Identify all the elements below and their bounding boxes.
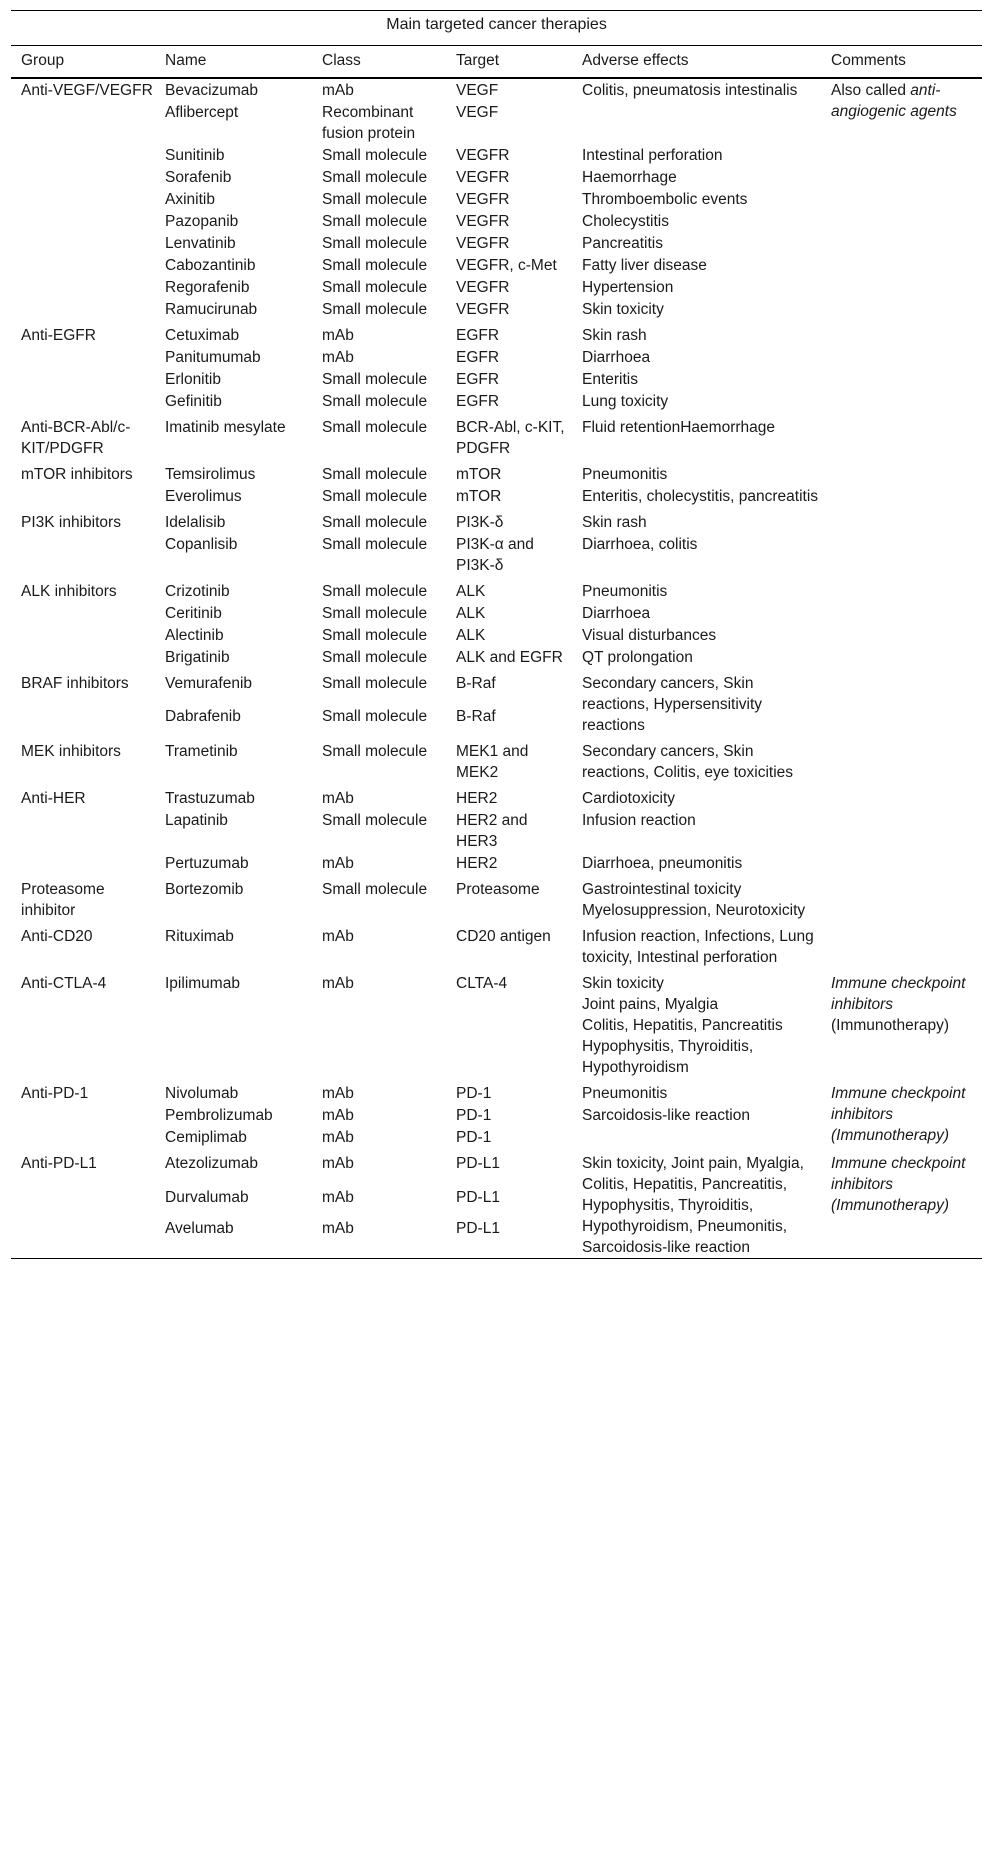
cell-class: Small molecule <box>322 301 428 318</box>
cell-name: Nivolumab <box>165 1085 239 1102</box>
cell-class: Small molecule <box>322 169 428 186</box>
cell-class: Small molecule <box>322 235 428 252</box>
cell-class: Small molecule <box>322 466 428 483</box>
cell-class: Small molecule <box>322 536 428 553</box>
adverse-effect-line: Skin toxicity <box>582 975 664 992</box>
cell-class: mAb <box>322 1155 354 1172</box>
cell-class: Small molecule <box>322 675 428 692</box>
cell-target: VEGFR, c-Met <box>456 257 557 274</box>
header-class: Class <box>312 46 446 79</box>
cell-adverse-effects: Visual disturbances <box>582 627 717 644</box>
cell-target: CLTA-4 <box>456 975 508 992</box>
cell-class: mAb <box>322 790 354 807</box>
table-body <box>11 78 982 1259</box>
cell-group: ALK inhibitors <box>21 583 117 600</box>
cell-comments <box>821 668 982 736</box>
table-row <box>11 1148 982 1186</box>
cell-adverse-effects: Skin toxicity, Joint pain, Myalgia, Colitis, Hepatitis, Pancreatitis, Hypophysitis, Thyroiditis, Hypothyroidism, Pneumonitis, Sarcoidosis-like reaction <box>582 1155 804 1256</box>
comment-emphasis: Immune checkpoint inhibitors <box>831 975 966 1013</box>
cell-target: mTOR <box>456 488 502 505</box>
cell-group: Anti-BCR-Abl/c-KIT/PDGFR <box>21 419 131 457</box>
table-row <box>11 668 982 705</box>
cell-adverse-effects: Pancreatitis <box>582 235 663 252</box>
cell-name: Copanlisib <box>165 536 238 553</box>
adverse-effect-line: Joint pains, Myalgia <box>582 996 719 1013</box>
adverse-effect-line: Hypophysitis, Thyroiditis, Hypothyroidism <box>582 1038 754 1076</box>
cell-name: Sorafenib <box>165 169 232 186</box>
cell-class: mAb <box>322 975 354 992</box>
cell-name: Ramucirunab <box>165 301 258 318</box>
cell-adverse-effects <box>572 101 821 144</box>
cell-name: Temsirolimus <box>165 466 256 483</box>
cell-group: Anti-CTLA-4 <box>21 975 107 992</box>
cell-adverse-effects: Lung toxicity <box>582 393 669 410</box>
cell-adverse-effects: Pneumonitis <box>582 1085 668 1102</box>
cell-class: Small molecule <box>322 649 428 666</box>
cell-class: Recombinant fusion protein <box>322 104 416 142</box>
cell-name: Bortezomib <box>165 881 244 898</box>
cell-name: Pertuzumab <box>165 855 249 872</box>
cell-class: Small molecule <box>322 371 428 388</box>
cell-class: Small molecule <box>322 583 428 600</box>
cell-comments <box>821 874 982 921</box>
cell-class: Small molecule <box>322 191 428 208</box>
cell-class: Small molecule <box>322 393 428 410</box>
cell-group: Anti-EGFR <box>21 327 96 344</box>
therapies-table-container <box>11 10 982 1259</box>
cell-target: PI3K-α and PI3K-δ <box>456 536 534 574</box>
table-title: Main targeted cancer therapies <box>11 11 982 46</box>
header-comments: Comments <box>821 46 982 79</box>
cell-name: Trametinib <box>165 743 238 760</box>
cell-target: PD-1 <box>456 1107 492 1124</box>
cell-name: Cabozantinib <box>165 257 256 274</box>
cell-name: Vemurafenib <box>165 675 253 692</box>
cell-name: Ceritinib <box>165 605 222 622</box>
cell-class: mAb <box>322 1107 354 1124</box>
cell-comments <box>821 921 982 968</box>
cell-target: HER2 <box>456 855 498 872</box>
cell-name: Bevacizumab <box>165 82 259 99</box>
header-adverse-effects: Adverse effects <box>572 46 821 79</box>
cell-name: Lenvatinib <box>165 235 236 252</box>
cell-adverse-effects: Pneumonitis <box>582 466 668 483</box>
cell-class: Small molecule <box>322 627 428 644</box>
cell-target: HER2 <box>456 790 498 807</box>
cell-class: mAb <box>322 1129 354 1146</box>
cell-adverse-effects: Skin rash <box>582 327 647 344</box>
cell-group: mTOR inhibitors <box>21 466 133 483</box>
table-row <box>11 507 982 533</box>
header-group: Group <box>11 46 155 79</box>
cell-name: Lapatinib <box>165 812 228 829</box>
cell-target: EGFR <box>456 349 500 366</box>
table-row <box>11 874 982 921</box>
cell-comments <box>821 576 982 668</box>
cell-class: mAb <box>322 928 354 945</box>
cell-group: BRAF inhibitors <box>21 675 129 692</box>
cell-adverse-effects: Diarrhoea, pneumonitis <box>582 855 743 872</box>
cell-name: Axinitib <box>165 191 215 208</box>
cell-class: Small molecule <box>322 213 428 230</box>
adverse-effect-line: Myelosuppression, Neurotoxicity <box>582 902 806 919</box>
table-row <box>11 736 982 783</box>
cell-class: Small molecule <box>322 812 428 829</box>
table-row <box>11 968 982 1078</box>
comment-text: (Immunotherapy) <box>831 1017 950 1034</box>
cell-adverse-effects: Cardiotoxicity <box>582 790 676 807</box>
cell-group: Anti-PD-1 <box>21 1085 89 1102</box>
cell-target: PD-1 <box>456 1129 492 1146</box>
cell-target: BCR-Abl, c-KIT, PDGFR <box>456 419 565 457</box>
cell-class: Small molecule <box>322 707 428 725</box>
cell-adverse-effects: Skin toxicity <box>582 301 664 318</box>
cell-adverse-effects: Pneumonitis <box>582 583 668 600</box>
cell-name: Atezolizumab <box>165 1155 259 1172</box>
table-row <box>11 921 982 968</box>
adverse-effect-line: Colitis, Hepatitis, Pancreatitis <box>582 1017 783 1034</box>
cell-comments <box>821 507 982 576</box>
cell-name: Erlonitib <box>165 371 221 388</box>
cell-comments <box>821 968 982 1078</box>
table-row <box>11 576 982 602</box>
cell-name: Ipilimumab <box>165 975 240 992</box>
cell-class: Small molecule <box>322 488 428 505</box>
cell-adverse-effects: Enteritis, cholecystitis, pancreatitis <box>582 488 819 505</box>
cell-target: VEGFR <box>456 147 510 164</box>
cell-target: ALK <box>456 583 486 600</box>
cell-name: Gefinitib <box>165 393 222 410</box>
cell-name: Pembrolizumab <box>165 1107 273 1124</box>
cell-class: Small molecule <box>322 605 428 622</box>
table-row <box>11 1078 982 1104</box>
cell-target: PI3K-δ <box>456 514 504 531</box>
cell-target: VEGFR <box>456 191 510 208</box>
cell-class: Small molecule <box>322 514 428 531</box>
cell-class: mAb <box>312 1217 446 1258</box>
cell-target: ALK <box>456 605 486 622</box>
cell-target: ALK and EGFR <box>456 649 563 666</box>
cell-class: Small molecule <box>322 279 428 296</box>
cell-target: PD-L1 <box>456 1155 500 1172</box>
cell-comments <box>821 459 982 507</box>
cell-class: Small molecule <box>322 257 428 274</box>
cell-adverse-effects: Secondary cancers, Skin reactions, Colitis, eye toxicities <box>582 743 794 781</box>
cell-comments <box>821 412 982 459</box>
adverse-effect-line: Gastrointestinal toxicity <box>582 881 742 898</box>
cell-name: Pazopanib <box>165 213 239 230</box>
cell-adverse-effects: Colitis, pneumatosis intestinalis <box>582 82 798 99</box>
comment-emphasis: Immune checkpoint inhibitors (Immunotherapy) <box>831 1085 966 1144</box>
cell-comments <box>821 736 982 783</box>
cell-name: Brigatinib <box>165 649 230 666</box>
cell-target: EGFR <box>456 393 500 410</box>
cell-adverse-effects: Diarrhoea <box>582 605 651 622</box>
cell-adverse-effects <box>572 874 821 921</box>
comment-emphasis: Immune checkpoint inhibitors (Immunotherapy) <box>831 1155 966 1214</box>
cell-adverse-effects: Sarcoidosis-like reaction <box>582 1107 750 1124</box>
cell-class: mAb <box>322 349 354 366</box>
cell-adverse-effects <box>572 1126 821 1148</box>
table-row <box>11 78 982 101</box>
cell-name: Panitumumab <box>165 349 261 366</box>
cell-class: Small molecule <box>322 147 428 164</box>
cell-group: Anti-CD20 <box>21 928 93 945</box>
cell-group: Anti-VEGF/VEGFR <box>21 82 153 99</box>
cell-target: ALK <box>456 627 486 644</box>
cell-group: PI3K inhibitors <box>21 514 121 531</box>
cell-name: Imatinib mesylate <box>165 419 286 436</box>
cell-class: mAb <box>322 1085 354 1102</box>
cell-class: mAb <box>322 82 354 99</box>
cell-class: mAb <box>322 327 354 344</box>
cell-comments <box>821 1148 982 1259</box>
table-row <box>11 320 982 346</box>
cell-name: Aflibercept <box>165 104 239 121</box>
cell-adverse-effects: Secondary cancers, Skin reactions, Hypersensitivity reactions <box>582 675 763 734</box>
cell-adverse-effects: Enteritis <box>582 371 638 388</box>
cell-adverse-effects: Haemorrhage <box>582 169 677 186</box>
cell-target: VEGFR <box>456 169 510 186</box>
cell-adverse-effects: QT prolongation <box>582 649 693 666</box>
comment-text: Also called <box>831 82 911 99</box>
cell-class: Small molecule <box>322 419 428 436</box>
cell-group: Anti-HER <box>21 790 86 807</box>
cell-group: Proteasome inhibitor <box>21 881 105 919</box>
cell-comments <box>821 1078 982 1148</box>
cell-class: Small molecule <box>322 881 428 898</box>
cell-adverse-effects: Infusion reaction, Infections, Lung toxicity, Intestinal perforation <box>582 928 814 966</box>
cell-comments <box>821 78 982 320</box>
cell-name: Rituximab <box>165 928 234 945</box>
cell-name: Dabrafenib <box>165 707 241 725</box>
cell-target: VEGFR <box>456 213 510 230</box>
cell-comments <box>821 320 982 412</box>
cell-class: mAb <box>322 855 354 872</box>
table-row <box>11 412 982 459</box>
cell-adverse-effects: Infusion reaction <box>582 812 696 829</box>
cell-class: Small molecule <box>322 743 428 760</box>
cell-target: PD-L1 <box>446 1217 572 1258</box>
cell-target: MEK1 and MEK2 <box>456 743 529 781</box>
cell-target: EGFR <box>456 327 500 344</box>
cell-name: Durvalumab <box>165 1188 249 1206</box>
cell-name: Cemiplimab <box>165 1129 247 1146</box>
header-target: Target <box>446 46 572 79</box>
cell-class: mAb <box>322 1188 354 1206</box>
cell-adverse-effects: Cholecystitis <box>582 213 669 230</box>
cell-adverse-effects: Fatty liver disease <box>582 257 707 274</box>
cell-name: Trastuzumab <box>165 790 255 807</box>
cell-target: Proteasome <box>456 881 540 898</box>
cell-adverse-effects <box>572 968 821 1078</box>
cell-name: Crizotinib <box>165 583 230 600</box>
cell-name: Cetuximab <box>165 327 240 344</box>
cell-adverse-effects: Fluid retentionHaemorrhage <box>582 419 775 436</box>
cell-name: Idelalisib <box>165 514 226 531</box>
cell-target: B-Raf <box>456 675 496 692</box>
cell-target: PD-1 <box>456 1085 492 1102</box>
cell-target: CD20 antigen <box>456 928 551 945</box>
comment-emphasis: anti-angiogenic agents <box>831 82 957 120</box>
cell-name: Avelumab <box>155 1217 312 1258</box>
cell-name: Regorafenib <box>165 279 250 296</box>
cell-target: EGFR <box>456 371 500 388</box>
cell-target: HER2 and HER3 <box>456 812 528 850</box>
cell-target: VEGFR <box>456 301 510 318</box>
cell-adverse-effects: Skin rash <box>582 514 647 531</box>
therapies-table <box>11 10 982 1259</box>
cell-target: VEGF <box>456 82 499 99</box>
cell-target: VEGF <box>456 104 499 121</box>
cell-adverse-effects: Thromboembolic events <box>582 191 748 208</box>
cell-adverse-effects: Diarrhoea <box>582 349 651 366</box>
cell-name: Everolimus <box>165 488 242 505</box>
cell-target: PD-L1 <box>456 1188 500 1206</box>
cell-name: Sunitinib <box>165 147 225 164</box>
cell-target: B-Raf <box>456 707 496 725</box>
cell-name: Alectinib <box>165 627 224 644</box>
cell-target: VEGFR <box>456 235 510 252</box>
cell-comments <box>821 783 982 874</box>
table-row <box>11 459 982 485</box>
header-name: Name <box>155 46 312 79</box>
cell-adverse-effects: Intestinal perforation <box>582 147 723 164</box>
cell-target: mTOR <box>456 466 502 483</box>
table-row <box>11 783 982 809</box>
cell-adverse-effects: Diarrhoea, colitis <box>582 536 698 553</box>
cell-target: VEGFR <box>456 279 510 296</box>
cell-group: Anti-PD-L1 <box>21 1155 97 1172</box>
cell-group: MEK inhibitors <box>21 743 121 760</box>
cell-adverse-effects: Hypertension <box>582 279 674 296</box>
